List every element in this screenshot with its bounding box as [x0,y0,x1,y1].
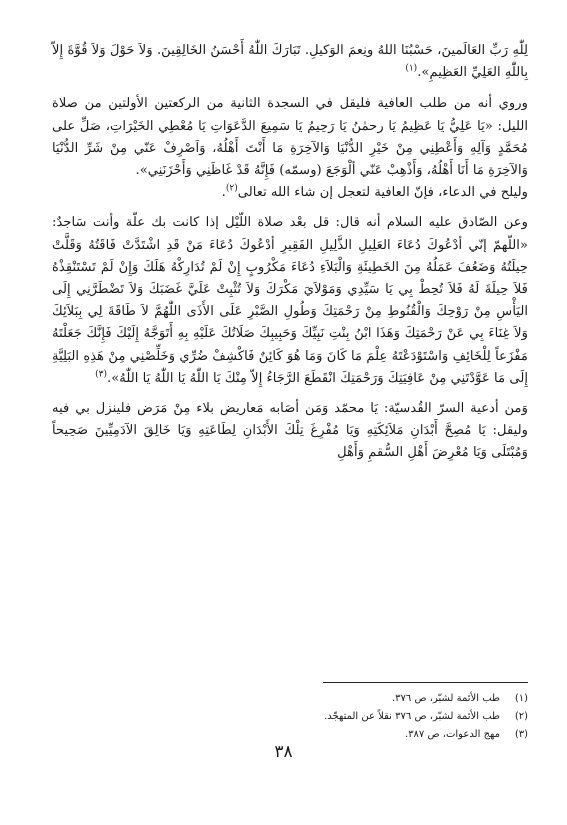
footnote-1 [52,690,528,708]
paragraph-3-text: وليلح في الدعاء، فإنّ العافية لتعجل إن شاء الله تعالى [237,185,528,201]
footnote-text: طب الأئمة لشبّر، ص ٣٧٦. [391,693,500,704]
paragraph-4 [52,212,528,390]
page-number: ٣٨ [274,742,293,762]
footnote-text: مهج الدعوات، ص ٣٨٧. [405,729,500,740]
footnote-number: (٣) [514,729,528,740]
paragraph-4-text: وعن الصّادق عليه السلام أنه قال: قل بعْد صلاة اللّيْل إذا كانت بك علّة وأنت سَاجدٌ: «اللّهمّ إنّي أدْعُوكَ دُعَاءَ العَلِيلِ الذَّلِيلِ الفَقِيرِ أدْعُوكَ دُعَاءَ مَنْ قَدِ اشْتَدَّتْ فَاقَتُهُ وَقَلَّتْ حِيلَتُهُ وَضَعُفَ عَمَلُهُ مِنَ الخَطِيئَةِ وَالْبَلاَءِ دُعَاءَ مَكْرُوبٍ إِنْ لَمْ تُدَارِكْهُ هَلَكَ وَإِنْ لَمْ تَسْتَنْقِذْهُ فَلاَ حِيلَةَ لَهُ فَلاَ تُحِطْ بِي يَا سَيِّدِي وَمَوْلاَيَ مَكْرَكَ وَلاَ تُثْبِتْ عَلَيَّ غَضَبَكَ وَلاَ تَضْطَرَّنِي إِلَى اليَأْسِ مِنْ رَوْحِكَ وَالْقُنُوطِ مِنْ رَحْمَتِكَ وَطُولِ الصَّبْرِ عَلَى الأَذَى اللّٰهُمَّ لاَ طَاقَةَ لِي بِبَلاَئِكَ وَلاَ غِنَاءَ بِي عَنْ رَحْمَتِكَ وَهَذَا ابْنُ بِنْتِ نَبِيِّكَ وَحَبِيبِكَ صَلَاتُكَ عَلَيْهِ بِهِ أَتَوَجَّهُ إِلَيْكَ فَإِنَّكَ جَعَلْتَهُ مَفْزَعاً لِلْخَائِفِ وَاسْتَوْدَعْتَهُ عِلْمَ مَا كَانَ وَمَا هُوَ كَائِنٌ فَاكْشِفْ ضُرِّي وَخَلِّصْنِي مِنْ هَذِهِ البَلِيَّةِ إِلَى مَا عَوَّدْتَنِي مِنْ عَافِيَتِكَ وَرَحْمَتِكَ انْقَطَعَ الرَّجَاءُ إِلاّ مِنْكَ يَا اللّٰهُ يَا اللّٰهُ يَا اللّٰهُ». [52,215,528,386]
footnote-number: (٢) [514,711,528,722]
paragraph-3: وليلح في الدعاء، فإنّ العافية لتعجل إن شاء الله تعالى$^{(٢)}$. [221,183,528,201]
paragraph-1 [52,40,528,84]
footnotes [52,682,528,744]
page-body [52,40,528,465]
footnote-ref-2: (٢) [225,183,238,194]
footnote-ref-3: (٣) [95,369,107,380]
paragraph-2: وروي أنه من طلب العافية فليقل في السجدة الثانية من الركعتين الأولتين من صلاة الليل: «يَا عَلِيُّ يَا عَظِيمُ يَا رحمٰنُ يَا رَحِيمُ يَا سَمِيعَ الدَّعَوَاتِ يَا مُعْطِي الخَيْرَاتِ، صَلِّ على مُحَمَّدٍ وَآلِهِ وَأَعْطِنِي مِنْ خَيْرِ الدُّنْيَا وَالآخِرَةِ مَا أَنْتَ أَهْلُهُ، وَاَصْرِفْ عَنّي مِنْ شَرِّ الدُّنْيَا وَالآخِرَةِ مَا أَنَا أَهْلُهُ، وَأَذْهِبْ عَنّي ألْوَجَعَ (وسمّه) فَإِنَّهُ قَدْ غَاظَنِي وَأَحْزَنَنِي». [52,96,528,179]
footnote-divider [323,682,528,683]
paragraph-5: وَمن أدعية السرّ القُدسيّة: يَا محمّد وَمَن أصَابه مَعاريض بلاء مِنْ مَرَض فلينزل بي فيه وليقل: يَا مُصِحَّ أَبْدَانِ مَلاَئِكَتِهِ وَيَا مُفْرِغَ تِلْكَ الأَبْدَانِ لِطَاعَتِهِ وَيَا خَالِقَ الآدَمِيِّينَ صَحِيحاً وَمُبْتَلَى وَيَا مُعْرِضَ أَهْلِ السُّقمِ وَأَهْلِ [52,401,528,461]
footnote-text: طب الأئمة لشبّر، ص ٣٧٦ نقلاً عن المتهجّد. [324,711,500,722]
footnote-ref-1: (١) [405,63,418,74]
paragraph-1-text: لِلّٰهِ رَبِّ العَالَمينَ، حَسْبُنَا اللهُ ونِعمَ الوَكيلِ. تَبَارَكَ اللّٰهُ أَحْسَنُ الخَالِقِينَ. وَلاَ حَوْلَ وَلاَ قُوَّةَ إِلاّ بِاللّٰهِ العَلِيِّ العَظِيمِ». [52,43,528,81]
footnote-number: (١) [514,693,528,704]
footnote-2 [52,708,528,726]
